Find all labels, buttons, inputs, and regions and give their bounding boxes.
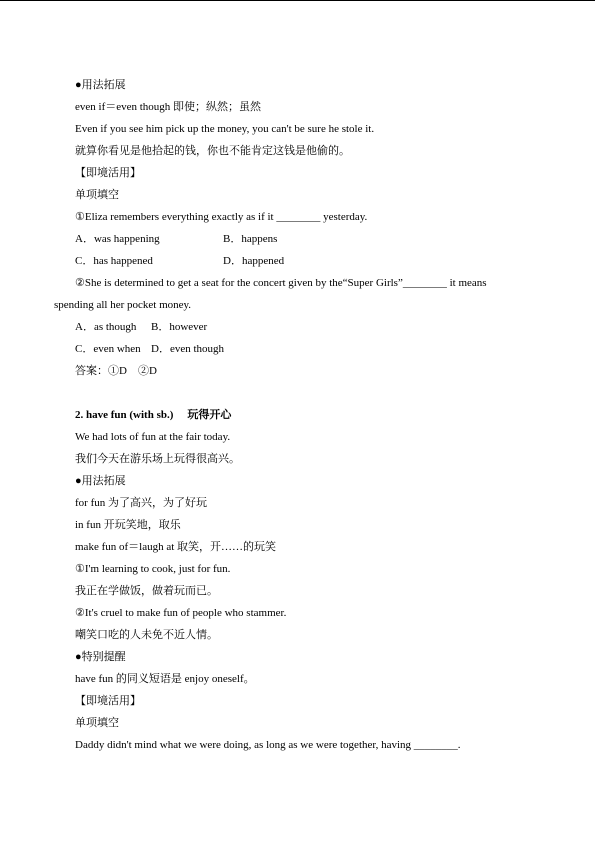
- question-2-options-row-2: [75, 342, 224, 356]
- section-2-usage-3: make fun of＝laugh at 取笑，开……的玩笑: [75, 541, 277, 553]
- section-2-question-stem: Daddy didn't mind what we were doing, as long as we were together, having ________.: [75, 739, 461, 751]
- section-2-example-chinese: 我们今天在游乐场上玩得很高兴。: [75, 453, 240, 465]
- section-2-usage-2: in fun 开玩笑地，取乐: [75, 519, 181, 531]
- question-2-stem-line-1: ②She is determined to get a seat for the concert given by the“Super Girls”________ it means: [75, 277, 487, 289]
- question-1-option-b: B．happens: [223, 233, 278, 245]
- example-chinese: 就算你看见是他拾起的钱，你也不能肯定这钱是他偷的。: [75, 145, 350, 157]
- section-2-usage-1: for fun 为了高兴，为了好玩: [75, 497, 207, 509]
- question-1-option-d: D．happened: [223, 255, 285, 267]
- section-2-example-1-chinese: 我正在学做饭，做着玩而已。: [75, 585, 218, 597]
- section-2-example-2-chinese: 嘲笑口吃的人未免不近人情。: [75, 629, 218, 641]
- section-2-practice-heading: 【即境活用】: [75, 695, 141, 707]
- section-2-note-heading: ●特别提醒: [75, 651, 126, 663]
- section-2-note-text: have fun 的同义短语是 enjoy oneself。: [75, 673, 255, 685]
- question-2-options-row-1: [75, 320, 207, 334]
- question-2-option-d: D．even though: [151, 343, 225, 355]
- section-2-usage-heading: ●用法拓展: [75, 475, 126, 487]
- practice-heading: 【即境活用】: [75, 167, 141, 179]
- section-2-example-2-english: ②It's cruel to make fun of people who stammer.: [75, 607, 287, 619]
- example-english: Even if you see him pick up the money, you can't be sure he stole it.: [75, 123, 375, 135]
- question-2-option-b: B．however: [151, 321, 208, 333]
- page-top-rule: [0, 0, 595, 1]
- question-1-stem: ①Eliza remembers everything exactly as if it ________ yesterday.: [75, 211, 368, 223]
- question-2-option-c: C．even when: [75, 343, 141, 355]
- section-2-practice-type: 单项填空: [75, 717, 119, 729]
- section-2-example-english: We had lots of fun at the fair today.: [75, 431, 231, 443]
- section-2-example-1-english: ①I'm learning to cook, just for fun.: [75, 563, 231, 575]
- usage-line: even if＝even though 即使；纵然；虽然: [75, 101, 262, 113]
- question-1-options-row-1: [75, 232, 277, 246]
- usage-heading: ●用法拓展: [75, 79, 126, 91]
- question-1-option-a: A．was happening: [75, 233, 160, 245]
- question-2-option-a: A．as though: [75, 321, 137, 333]
- question-2-stem-line-2: spending all her pocket money.: [54, 299, 192, 311]
- question-1-options-row-2: [75, 254, 284, 268]
- practice-type: 单项填空: [75, 189, 119, 201]
- section-2-heading-chinese: 玩得开心: [187, 409, 232, 421]
- question-1-option-c: C．has happened: [75, 255, 153, 267]
- section-2-heading-english: 2. have fun (with sb.): [75, 409, 174, 421]
- answer-line: 答案：①D ②D: [75, 365, 157, 377]
- section-2-heading: [75, 408, 231, 422]
